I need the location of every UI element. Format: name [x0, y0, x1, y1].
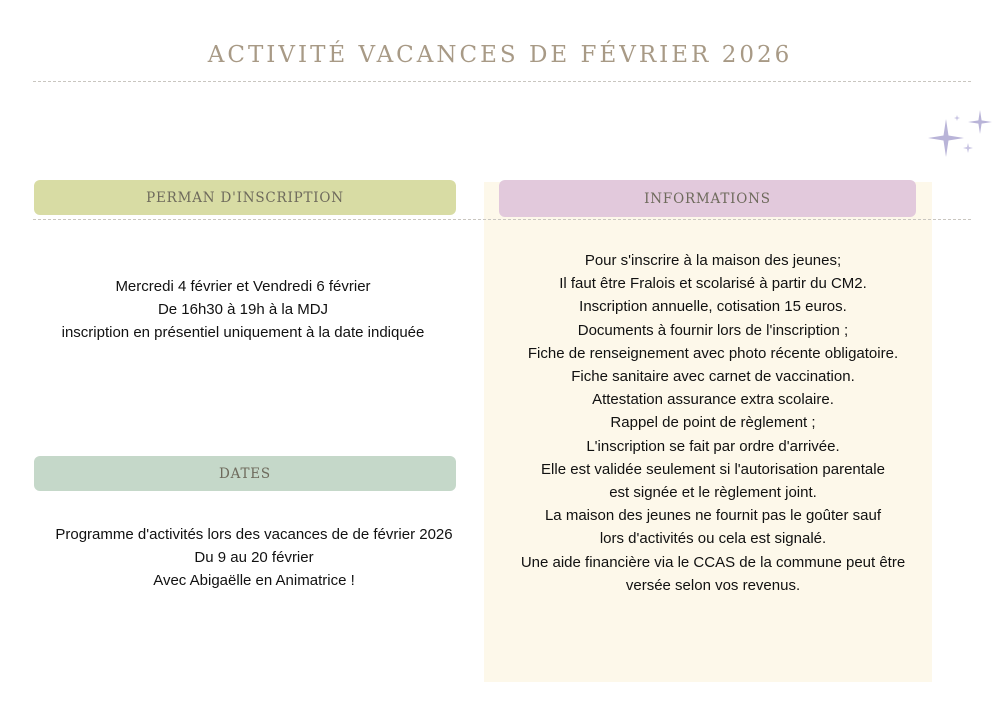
informations-line: Fiche sanitaire avec carnet de vaccination.	[571, 368, 855, 386]
informations-line: Rappel de point de règlement ;	[610, 414, 816, 432]
informations-line: lors d'activités ou cela est signalé.	[599, 530, 827, 548]
section-divider	[33, 219, 971, 220]
informations-line: L'inscription se fait par ordre d'arrivée.	[586, 437, 840, 455]
sparkles-icon	[928, 110, 994, 160]
permanence-line: inscription en présentiel uniquement à la date indiquée	[61, 324, 425, 342]
page-title: ACTIVITÉ VACANCES DE FÉVRIER 2026	[207, 42, 793, 68]
permanence-text	[34, 275, 452, 345]
informations-line: Une aide financière via le CCAS de la commune peut être	[520, 553, 906, 571]
informations-line: versée selon vos revenus.	[625, 576, 801, 594]
informations-line: Il faut être Fralois et scolarisé à partir du CM2.	[559, 275, 867, 293]
dates-heading: DATES	[34, 456, 456, 491]
permanence-line: De 16h30 à 19h à la MDJ	[157, 301, 329, 319]
informations-line: est signée et le règlement joint.	[609, 484, 817, 502]
permanence-heading: PERMAN D'INSCRIPTION	[34, 180, 456, 215]
informations-line: Elle est validée seulement si l'autorisation parentale	[541, 460, 885, 478]
informations-line: Fiche de renseignement avec photo récente obligatoire.	[527, 344, 899, 362]
dates-line: Programme d'activités lors des vacances de de février 2026	[55, 526, 453, 543]
informations-text	[492, 249, 934, 597]
informations-line: Documents à fournir lors de l'inscription ;	[577, 321, 849, 339]
title-divider	[33, 81, 971, 82]
informations-heading: INFORMATIONS	[499, 180, 916, 217]
informations-line: Pour s'inscrire à la maison des jeunes;	[584, 252, 842, 269]
dates-line: Avec Abigaëlle en Animatrice !	[153, 572, 355, 590]
informations-line: Attestation assurance extra scolaire.	[592, 391, 834, 409]
dates-text	[34, 523, 474, 593]
informations-line: La maison des jeunes ne fournit pas le goûter sauf	[544, 507, 882, 525]
permanence-line: Mercredi 4 février et Vendredi 6 février	[115, 278, 371, 295]
informations-line: Inscription annuelle, cotisation 15 euros.	[579, 298, 847, 316]
dates-line: Du 9 au 20 février	[194, 549, 314, 567]
